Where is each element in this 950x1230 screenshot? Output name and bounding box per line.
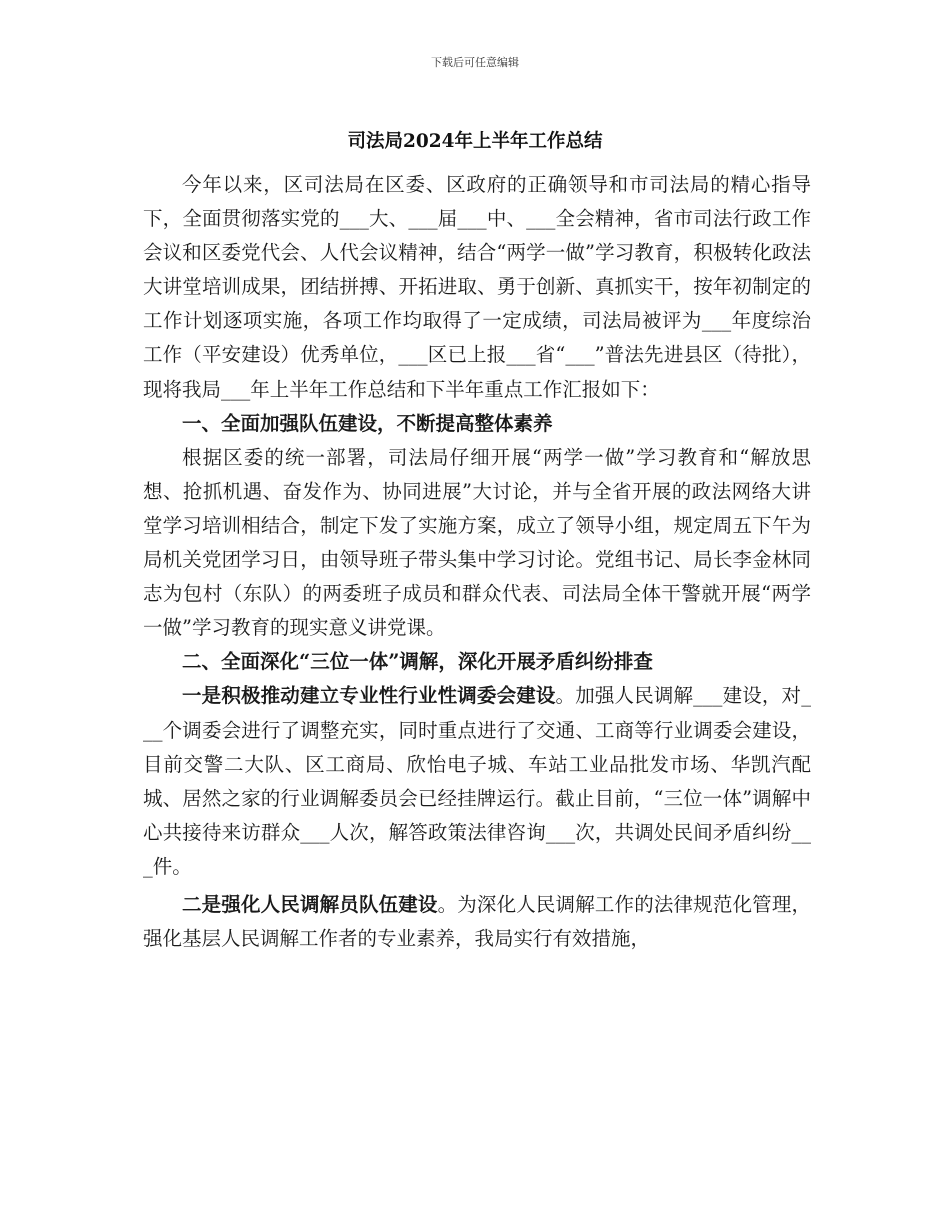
header-note: 下载后可任意编辑: [431, 56, 519, 69]
document-title: 司法局2024年上半年工作总结: [347, 131, 603, 152]
item2-paragraph: [143, 888, 811, 956]
item2-text: 。为深化人民调解工作的法律规范化管理，强化基层人民调解工作者的专业素养，我局实行有效措施，: [143, 892, 811, 951]
item1-text: 。加强人民调解___建设，对___个调委会进行了调整充实，同时重点进行了交通、工商等行业调委会建设，目前交警二大队、区工商局、欣怡电子城、车站工业品批发市场、华凯汽配城、居然之家的行业调解委员会已经挂牌运行。截止目前，“三位一体”调解中心共接待来访群众___人次，解答政策法律咨询___次，共调处民间矛盾纠纷___件。: [143, 684, 811, 878]
section1-heading: 一、全面加强队伍建设，不断提高整体素养: [182, 411, 553, 435]
item1-paragraph: [143, 679, 811, 884]
section1-paragraph: 根据区委的统一部署，司法局仔细开展“两学一做”学习教育和“解放思想、抢抓机遇、奋发作为、协同进展”大讨论，并与全省开展的政法网络大讲堂学习培训相结合，制定下发了实施方案，成立了领导小组，规定周五下午为局机关党团学习日，由领导班子带头集中学习讨论。党组书记、局长李金林同志为包村（东队）的两委班子成员和群众代表、司法局全体干警就开展“两学一做”学习教育的现实意义讲党课。: [143, 445, 811, 640]
intro-paragraph: 今年以来，区司法局在区委、区政府的正确领导和市司法局的精心指导下，全面贯彻落实党的___大、___届___中、___全会精神，省市司法行政工作会议和区委党代会、人代会议精神，结合“两学一做”学习教育，积极转化政法大讲堂培训成果，团结拼搏、开拓进取、勇于创新、真抓实干，按年初制定的工作计划逐项实施，各项工作均取得了一定成绩，司法局被评为___年度综治工作（平安建设）优秀单位，___区已上报___省“___”普法先进县区（待批），现将我局___年上半年工作总结和下半年重点工作汇报如下：: [143, 173, 811, 401]
item2-lead: 二是强化人民调解员队伍建设: [182, 892, 438, 916]
section2-heading: 二、全面深化“三位一体”调解，深化开展矛盾纠纷排查: [182, 650, 653, 674]
item1-lead: 一是积极推动建立专业性行业性调委会建设: [182, 684, 556, 708]
document-body: [143, 168, 811, 956]
